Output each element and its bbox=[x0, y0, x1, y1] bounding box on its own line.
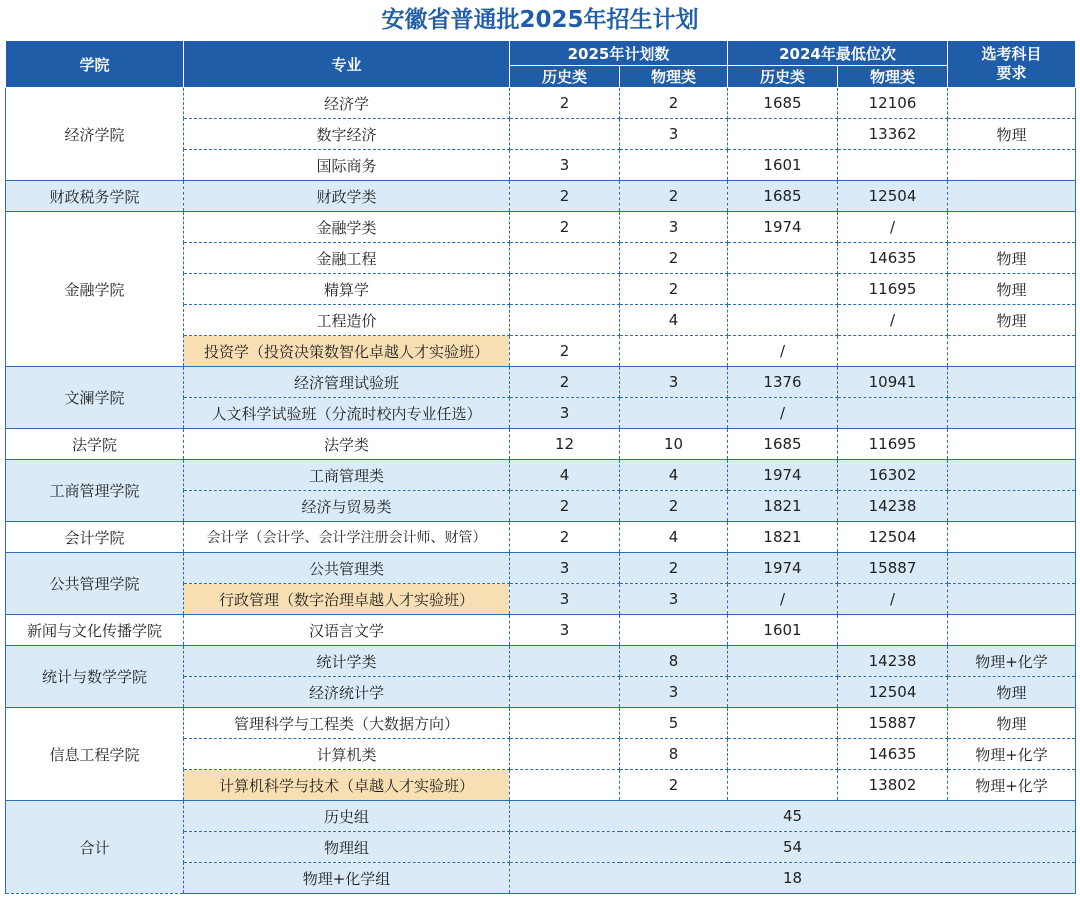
plan-history-cell bbox=[510, 646, 620, 677]
major-cell: 法学类 bbox=[184, 429, 510, 460]
rank-history-cell: / bbox=[728, 336, 838, 367]
requirement-cell bbox=[948, 150, 1076, 181]
page-title: 安徽省普通批2025年招生计划 bbox=[381, 7, 699, 33]
major-cell: 经济统计学 bbox=[184, 677, 510, 708]
plan-physics-cell: 3 bbox=[620, 677, 728, 708]
major-cell: 金融学类 bbox=[184, 212, 510, 243]
requirement-cell: 物理 bbox=[948, 243, 1076, 274]
total-value-cell: 45 bbox=[510, 801, 1076, 832]
header-plan-2025: 2025年计划数 bbox=[510, 41, 728, 66]
rank-physics-cell: 15887 bbox=[838, 553, 948, 584]
total-group-cell: 物理组 bbox=[184, 832, 510, 863]
plan-history-cell: 3 bbox=[510, 615, 620, 646]
header-rank-physics: 物理类 bbox=[838, 66, 948, 88]
requirement-cell bbox=[948, 429, 1076, 460]
plan-history-cell bbox=[510, 305, 620, 336]
major-cell-highlighted: 投资学（投资决策数智化卓越人才实验班） bbox=[184, 336, 510, 367]
rank-physics-cell: / bbox=[838, 584, 948, 615]
college-cell: 信息工程学院 bbox=[6, 708, 184, 801]
rank-history-cell bbox=[728, 274, 838, 305]
table-row bbox=[6, 553, 1076, 584]
requirement-cell bbox=[948, 181, 1076, 212]
rank-history-cell bbox=[728, 243, 838, 274]
major-cell: 人文科学试验班（分流时校内专业任选） bbox=[184, 398, 510, 429]
rank-history-cell: / bbox=[728, 398, 838, 429]
requirement-cell bbox=[948, 584, 1076, 615]
plan-history-cell: 4 bbox=[510, 460, 620, 491]
major-cell: 计算机类 bbox=[184, 739, 510, 770]
requirement-cell: 物理 bbox=[948, 708, 1076, 739]
major-cell: 工程造价 bbox=[184, 305, 510, 336]
header-subject-requirement: 选考科目要求 bbox=[948, 41, 1076, 88]
header-plan-history: 历史类 bbox=[510, 66, 620, 88]
table-row bbox=[6, 212, 1076, 243]
plan-history-cell bbox=[510, 119, 620, 150]
rank-history-cell: 1376 bbox=[728, 367, 838, 398]
college-cell: 文澜学院 bbox=[6, 367, 184, 429]
plan-history-cell: 2 bbox=[510, 522, 620, 553]
plan-history-cell bbox=[510, 243, 620, 274]
rank-physics-cell: 10941 bbox=[838, 367, 948, 398]
table-row bbox=[6, 522, 1076, 553]
plan-history-cell: 3 bbox=[510, 584, 620, 615]
plan-physics-cell: 3 bbox=[620, 584, 728, 615]
header-min-rank-2024: 2024年最低位次 bbox=[728, 41, 948, 66]
total-group-cell: 历史组 bbox=[184, 801, 510, 832]
plan-history-cell: 3 bbox=[510, 398, 620, 429]
rank-physics-cell: / bbox=[838, 305, 948, 336]
rank-physics-cell bbox=[838, 398, 948, 429]
plan-history-cell bbox=[510, 274, 620, 305]
plan-history-cell: 2 bbox=[510, 367, 620, 398]
major-cell: 金融工程 bbox=[184, 243, 510, 274]
plan-history-cell bbox=[510, 677, 620, 708]
requirement-cell bbox=[948, 615, 1076, 646]
plan-history-cell: 12 bbox=[510, 429, 620, 460]
plan-history-cell: 2 bbox=[510, 88, 620, 119]
major-cell: 精算学 bbox=[184, 274, 510, 305]
rank-physics-cell bbox=[838, 615, 948, 646]
plan-history-cell: 2 bbox=[510, 181, 620, 212]
major-cell: 数字经济 bbox=[184, 119, 510, 150]
requirement-cell bbox=[948, 460, 1076, 491]
plan-physics-cell bbox=[620, 150, 728, 181]
plan-physics-cell: 8 bbox=[620, 646, 728, 677]
rank-physics-cell: 12106 bbox=[838, 88, 948, 119]
plan-physics-cell bbox=[620, 336, 728, 367]
rank-history-cell: 1601 bbox=[728, 150, 838, 181]
rank-history-cell bbox=[728, 305, 838, 336]
rank-physics-cell: 11695 bbox=[838, 274, 948, 305]
rank-physics-cell: 12504 bbox=[838, 522, 948, 553]
rank-history-cell: 1821 bbox=[728, 491, 838, 522]
header-rank-history: 历史类 bbox=[728, 66, 838, 88]
major-cell: 经济管理试验班 bbox=[184, 367, 510, 398]
enrollment-plan-table bbox=[5, 40, 1076, 894]
rank-history-cell bbox=[728, 708, 838, 739]
major-cell: 经济学 bbox=[184, 88, 510, 119]
rank-history-cell: 1685 bbox=[728, 181, 838, 212]
rank-physics-cell: 14238 bbox=[838, 491, 948, 522]
rank-physics-cell: 13362 bbox=[838, 119, 948, 150]
plan-history-cell: 3 bbox=[510, 150, 620, 181]
requirement-cell bbox=[948, 212, 1076, 243]
table-row bbox=[6, 460, 1076, 491]
plan-physics-cell bbox=[620, 398, 728, 429]
table-row bbox=[6, 429, 1076, 460]
plan-history-cell: 2 bbox=[510, 212, 620, 243]
plan-physics-cell: 3 bbox=[620, 212, 728, 243]
major-cell: 汉语言文学 bbox=[184, 615, 510, 646]
major-cell: 工商管理类 bbox=[184, 460, 510, 491]
rank-history-cell: 1601 bbox=[728, 615, 838, 646]
rank-physics-cell: 12504 bbox=[838, 677, 948, 708]
plan-history-cell: 3 bbox=[510, 553, 620, 584]
plan-physics-cell: 2 bbox=[620, 274, 728, 305]
major-cell: 经济与贸易类 bbox=[184, 491, 510, 522]
plan-physics-cell: 8 bbox=[620, 739, 728, 770]
rank-history-cell bbox=[728, 677, 838, 708]
total-row bbox=[6, 801, 1076, 832]
plan-history-cell bbox=[510, 739, 620, 770]
plan-physics-cell: 4 bbox=[620, 460, 728, 491]
total-value-cell: 18 bbox=[510, 863, 1076, 894]
plan-history-cell bbox=[510, 708, 620, 739]
requirement-cell: 物理 bbox=[948, 274, 1076, 305]
requirement-cell: 物理+化学 bbox=[948, 770, 1076, 801]
plan-physics-cell: 2 bbox=[620, 88, 728, 119]
rank-history-cell: 1974 bbox=[728, 212, 838, 243]
rank-history-cell: 1974 bbox=[728, 460, 838, 491]
requirement-cell bbox=[948, 491, 1076, 522]
major-cell: 财政学类 bbox=[184, 181, 510, 212]
rank-physics-cell: 15887 bbox=[838, 708, 948, 739]
requirement-cell bbox=[948, 88, 1076, 119]
plan-physics-cell: 10 bbox=[620, 429, 728, 460]
major-cell: 管理科学与工程类（大数据方向） bbox=[184, 708, 510, 739]
total-value-cell: 54 bbox=[510, 832, 1076, 863]
requirement-cell: 物理 bbox=[948, 677, 1076, 708]
rank-history-cell: / bbox=[728, 584, 838, 615]
plan-physics-cell: 3 bbox=[620, 119, 728, 150]
plan-physics-cell: 2 bbox=[620, 243, 728, 274]
major-cell: 统计学类 bbox=[184, 646, 510, 677]
requirement-cell bbox=[948, 336, 1076, 367]
rank-physics-cell bbox=[838, 150, 948, 181]
major-cell-highlighted: 计算机科学与技术（卓越人才实验班） bbox=[184, 770, 510, 801]
rank-physics-cell: 14635 bbox=[838, 243, 948, 274]
rank-physics-cell: / bbox=[838, 212, 948, 243]
table-row bbox=[6, 88, 1076, 119]
total-group-cell: 物理+化学组 bbox=[184, 863, 510, 894]
header-college: 学院 bbox=[6, 41, 184, 88]
plan-history-cell: 2 bbox=[510, 336, 620, 367]
table-row bbox=[6, 367, 1076, 398]
requirement-cell bbox=[948, 522, 1076, 553]
rank-history-cell bbox=[728, 770, 838, 801]
plan-physics-cell: 3 bbox=[620, 367, 728, 398]
header-plan-physics: 物理类 bbox=[620, 66, 728, 88]
plan-physics-cell: 5 bbox=[620, 708, 728, 739]
rank-physics-cell: 12504 bbox=[838, 181, 948, 212]
requirement-cell: 物理+化学 bbox=[948, 646, 1076, 677]
rank-physics-cell bbox=[838, 336, 948, 367]
plan-physics-cell: 2 bbox=[620, 491, 728, 522]
college-cell: 统计与数学学院 bbox=[6, 646, 184, 708]
rank-history-cell: 1685 bbox=[728, 429, 838, 460]
requirement-cell bbox=[948, 367, 1076, 398]
college-cell: 财政税务学院 bbox=[6, 181, 184, 212]
rank-physics-cell: 13802 bbox=[838, 770, 948, 801]
requirement-cell bbox=[948, 398, 1076, 429]
college-cell: 会计学院 bbox=[6, 522, 184, 553]
college-cell: 新闻与文化传播学院 bbox=[6, 615, 184, 646]
requirement-cell: 物理 bbox=[948, 305, 1076, 336]
plan-physics-cell: 2 bbox=[620, 181, 728, 212]
requirement-cell: 物理+化学 bbox=[948, 739, 1076, 770]
college-cell: 金融学院 bbox=[6, 212, 184, 367]
total-label-cell: 合计 bbox=[6, 801, 184, 894]
rank-history-cell bbox=[728, 119, 838, 150]
major-cell: 国际商务 bbox=[184, 150, 510, 181]
rank-history-cell bbox=[728, 646, 838, 677]
plan-physics-cell: 2 bbox=[620, 553, 728, 584]
table-row bbox=[6, 615, 1076, 646]
plan-history-cell bbox=[510, 770, 620, 801]
rank-physics-cell: 16302 bbox=[838, 460, 948, 491]
college-cell: 公共管理学院 bbox=[6, 553, 184, 615]
college-cell: 法学院 bbox=[6, 429, 184, 460]
major-cell: 会计学（会计学、会计学注册会计师、财管） bbox=[184, 522, 510, 553]
major-cell: 公共管理类 bbox=[184, 553, 510, 584]
plan-history-cell: 2 bbox=[510, 491, 620, 522]
requirement-cell bbox=[948, 553, 1076, 584]
header-major: 专业 bbox=[184, 41, 510, 88]
table-row bbox=[6, 646, 1076, 677]
college-cell: 工商管理学院 bbox=[6, 460, 184, 522]
major-cell-highlighted: 行政管理（数字治理卓越人才实验班） bbox=[184, 584, 510, 615]
rank-history-cell: 1821 bbox=[728, 522, 838, 553]
rank-physics-cell: 14635 bbox=[838, 739, 948, 770]
rank-physics-cell: 14238 bbox=[838, 646, 948, 677]
requirement-cell: 物理 bbox=[948, 119, 1076, 150]
college-cell: 经济学院 bbox=[6, 88, 184, 181]
rank-history-cell: 1974 bbox=[728, 553, 838, 584]
plan-physics-cell: 2 bbox=[620, 770, 728, 801]
rank-history-cell: 1685 bbox=[728, 88, 838, 119]
plan-physics-cell bbox=[620, 615, 728, 646]
plan-physics-cell: 4 bbox=[620, 305, 728, 336]
rank-history-cell bbox=[728, 739, 838, 770]
table-row bbox=[6, 181, 1076, 212]
plan-physics-cell: 4 bbox=[620, 522, 728, 553]
table-row bbox=[6, 708, 1076, 739]
rank-physics-cell: 11695 bbox=[838, 429, 948, 460]
